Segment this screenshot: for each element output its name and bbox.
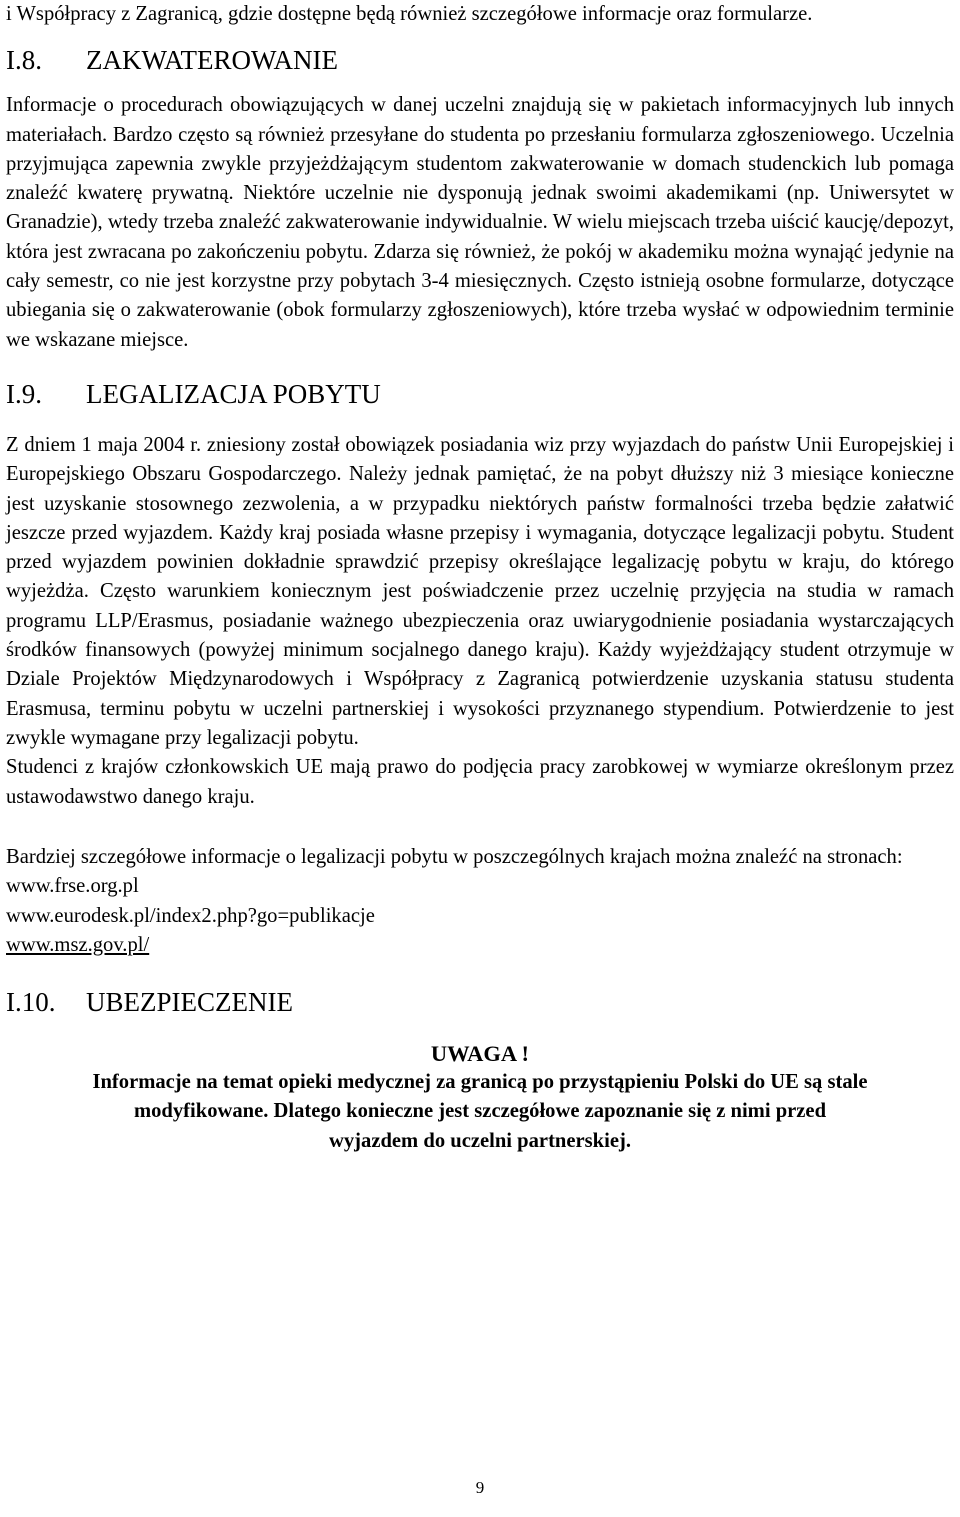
legalization-paragraph: Z dniem 1 maja 2004 r. zniesiony został obowiązek posiadania wiz przy wyjazdach do państw Unii Europejskiej i Europejskiego Obszaru Gospodarczego. Należy jednak pamiętać, że na pobyt dłuższy niż 3 miesiące konieczne jest uzyskanie stosownego zezwolenia, a w przypadku niektórych państw formalności trzeba będzie załatwić jeszcze przed wyjazdem. Każdy kraj posiada własne przepisy i wymagania, dotyczące legalizacji pobytu. Student przed wyjazdem powinien dokładnie sprawdzić przepisy określające legalizację pobytu w kraju, do którego wyjeżdża. Często warunkiem koniecznym jest poświadczenie przez uczelnię przyjęcia na studia w ramach programu LLP/Erasmus, posiadanie ważnego ubezpieczenia oraz uwiarygodnienie posiadania wystarczających środków finansowych (powyżej minimum socjalnego danego kraju). Każdy wyjeżdżający student otrzymuje w Dziale Projektów Międzynarodowych i Współpracy z Zagranicą potwierdzenie uzyskania statusu studenta Erasmusa, terminu pobytu w uczelni partnerskiej i wysokości przyznanego stypendium. Potwierdzenie to jest zwykle wymagane przy legalizacji pobytu. [6,433,954,749]
section-title: LEGALIZACJA POBYTU [86,378,381,409]
page-number: 9 [475,1478,485,1497]
section-title: ZAKWATEROWANIE [86,45,338,76]
section-number: I.8. [6,45,42,76]
accommodation-paragraph: Informacje o procedurach obowiązujących w danej uczelni znajdują się w pakietach informacyjnych lub innych materiałach. Bardzo często są również przesyłane do studenta po przesłaniu formularza zgłoszeniowego. Uczelnia przyjmująca zapewnia zwykle przyjeżdżającym studentom zakwaterowanie w domach studenckich lub pomaga znaleźć kwaterę prywatną. Niektóre uczelnie nie dysponują jednak swoimi akademikami (np. Uniwersytet w Granadzie), wtedy trzeba znaleźć zakwaterowanie indywidualnie. W wielu miejscach trzeba uiścić kaucję/depozyt, która jest zwracana po zakończeniu pobytu. Zdarza się również, że pokój w akademiku można wynająć jedynie na cały semestr, co nie jest korzystne przy pobytach 3-4 miesięcznych. Często istnieją osobne formularze, dotyczące ubiegania się o zakwaterowanie (obok formularzy zgłoszeniowych), które trzeba wysłać w odpowiednim terminie we wskazane miejsce. [6,94,954,351]
section-number: I.10. [6,986,56,1017]
link-frse[interactable]: www.frse.org.pl [6,875,139,898]
link-msz[interactable]: www.msz.gov.pl/ [6,934,150,957]
section-title: UBEZPIECZENIE [86,986,293,1017]
document-page [6,0,954,1156]
link-eurodesk[interactable]: www.eurodesk.pl/index2.php?go=publikacje [6,904,375,927]
notice-line: Informacje na temat opieki medycznej za granicą po przystąpieniu Polski do UE są stale [92,1070,868,1093]
spacer [6,812,954,843]
insurance-notice [6,1039,954,1156]
section-heading-accommodation [6,43,954,77]
section-heading-insurance [6,985,954,1019]
notice-line: wyjazdem do uczelni partnerskiej. [329,1129,631,1152]
more-info-paragraph: Bardziej szczegółowe informacje o legalizacji pobytu w poszczególnych krajach można znaleźć na stronach: [6,845,903,868]
intro-paragraph: i Współpracy z Zagranicą, gdzie dostępne będą również szczegółowe informacje oraz formularze. [6,3,813,25]
section-heading-residence-legalization [6,377,954,411]
work-rights-paragraph: Studenci z krajów członkowskich UE mają prawo do podjęcia pracy zarobkowej w wymiarze określonym przez ustawodawstwo danego kraju. [6,756,954,808]
section-number: I.9. [6,378,42,409]
notice-title: UWAGA ! [430,1040,530,1066]
links-list [6,872,954,961]
notice-line: modyfikowane. Dlatego konieczne jest szczegółowe zapoznanie się z nimi przed [133,1100,827,1123]
